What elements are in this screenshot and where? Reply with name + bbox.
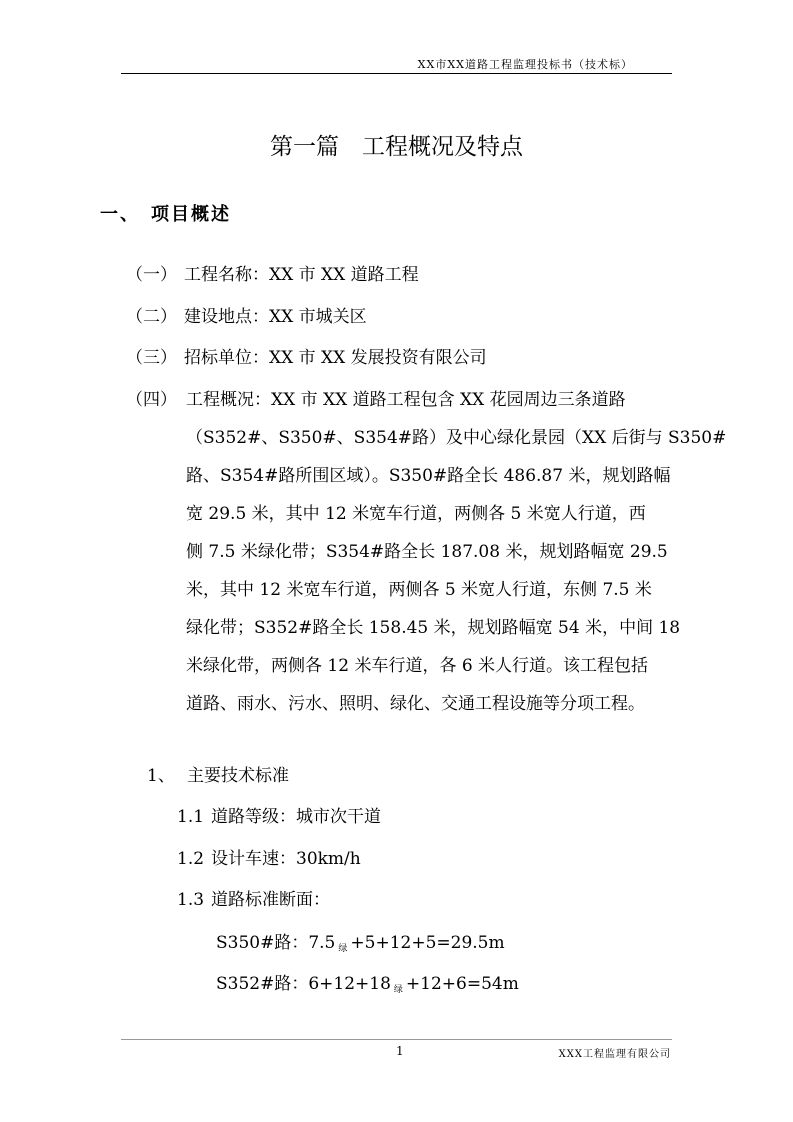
- page-number: 1: [396, 1044, 404, 1058]
- paragraph-line: 米绿化带，两侧各 12 米车行道，各 6 米人行道。该工程包括: [186, 656, 649, 676]
- item-text: 招标单位：XX 市 XX 发展投资有限公司: [184, 348, 487, 368]
- section-formula-start: S350#路：7.5: [216, 933, 336, 953]
- item-text: 设计车速：30km/h: [211, 849, 361, 869]
- tech-item-design-speed: [177, 844, 361, 869]
- item-number: （二）: [126, 307, 177, 327]
- item-number: 1.2: [177, 849, 205, 869]
- green-belt-subscript: 绿: [338, 944, 348, 954]
- green-belt-subscript: 绿: [393, 985, 403, 995]
- overview-paragraph: [186, 381, 727, 723]
- section-formula-end: +12+6=54m: [405, 974, 519, 994]
- paragraph-line: 道路、雨水、污水、照明、绿化、交通工程设施等分项工程。: [186, 694, 645, 714]
- item-number: （一）: [126, 265, 177, 285]
- item-number: 1、: [147, 766, 175, 786]
- item-text: 主要技术标准: [187, 766, 289, 786]
- paragraph-line: 侧 7.5 米绿化带；S354#路全长 187.08 米，规划路幅宽 29.5: [186, 542, 668, 562]
- item-overview-number: （四）: [126, 390, 177, 410]
- item-number: 1.3: [177, 890, 205, 910]
- item-text: 工程名称：XX 市 XX 道路工程: [184, 265, 419, 285]
- header-title: XX市XX道路工程监理投标书（技术标）: [417, 58, 633, 71]
- tech-item-road-grade: [177, 802, 381, 827]
- item-text: 道路标准断面：: [211, 890, 330, 910]
- paragraph-line: 工程概况：XX 市 XX 道路工程包含 XX 花园周边三条道路: [186, 390, 626, 410]
- section-heading: 一、 项目概述: [100, 204, 231, 225]
- item-tender-unit: [126, 343, 487, 368]
- tech-item-cross-section: [177, 885, 330, 910]
- item-location: [126, 302, 367, 327]
- footer-company: XXX工程监理有限公司: [558, 1049, 671, 1060]
- item-number: （三）: [126, 348, 177, 368]
- paragraph-line: 绿化带；S352#路全长 158.45 米，规划路幅宽 54 米，中间 18: [186, 618, 681, 638]
- section-formula-end: +5+12+5=29.5m: [350, 933, 505, 953]
- item-text: 道路等级：城市次干道: [211, 807, 381, 827]
- tech-standards-heading: [147, 761, 289, 786]
- paragraph-line: 宽 29.5 米，其中 12 米宽车行道，两侧各 5 米宽人行道，西: [186, 504, 646, 524]
- section-s350: [216, 928, 505, 954]
- paragraph-line: 路、S354#路所围区域）。S350#路全长 486.87 米，规划路幅: [186, 466, 671, 486]
- header-divider: [121, 73, 672, 74]
- section-formula-start: S352#路：6+12+18: [216, 974, 391, 994]
- item-text: 建设地点：XX 市城关区: [184, 307, 367, 327]
- item-project-name: [126, 260, 419, 285]
- paragraph-line: （S352#、S350#、S354#路）及中心绿化景园（XX 后街与 S350#: [186, 428, 727, 448]
- paragraph-line: 米，其中 12 米宽车行道，两侧各 5 米宽人行道，东侧 7.5 米: [186, 580, 652, 600]
- section-s352: [216, 969, 519, 995]
- page-title: 第一篇 工程概况及特点: [270, 134, 523, 160]
- item-number: 1.1: [177, 807, 205, 827]
- footer-divider: [121, 1039, 672, 1040]
